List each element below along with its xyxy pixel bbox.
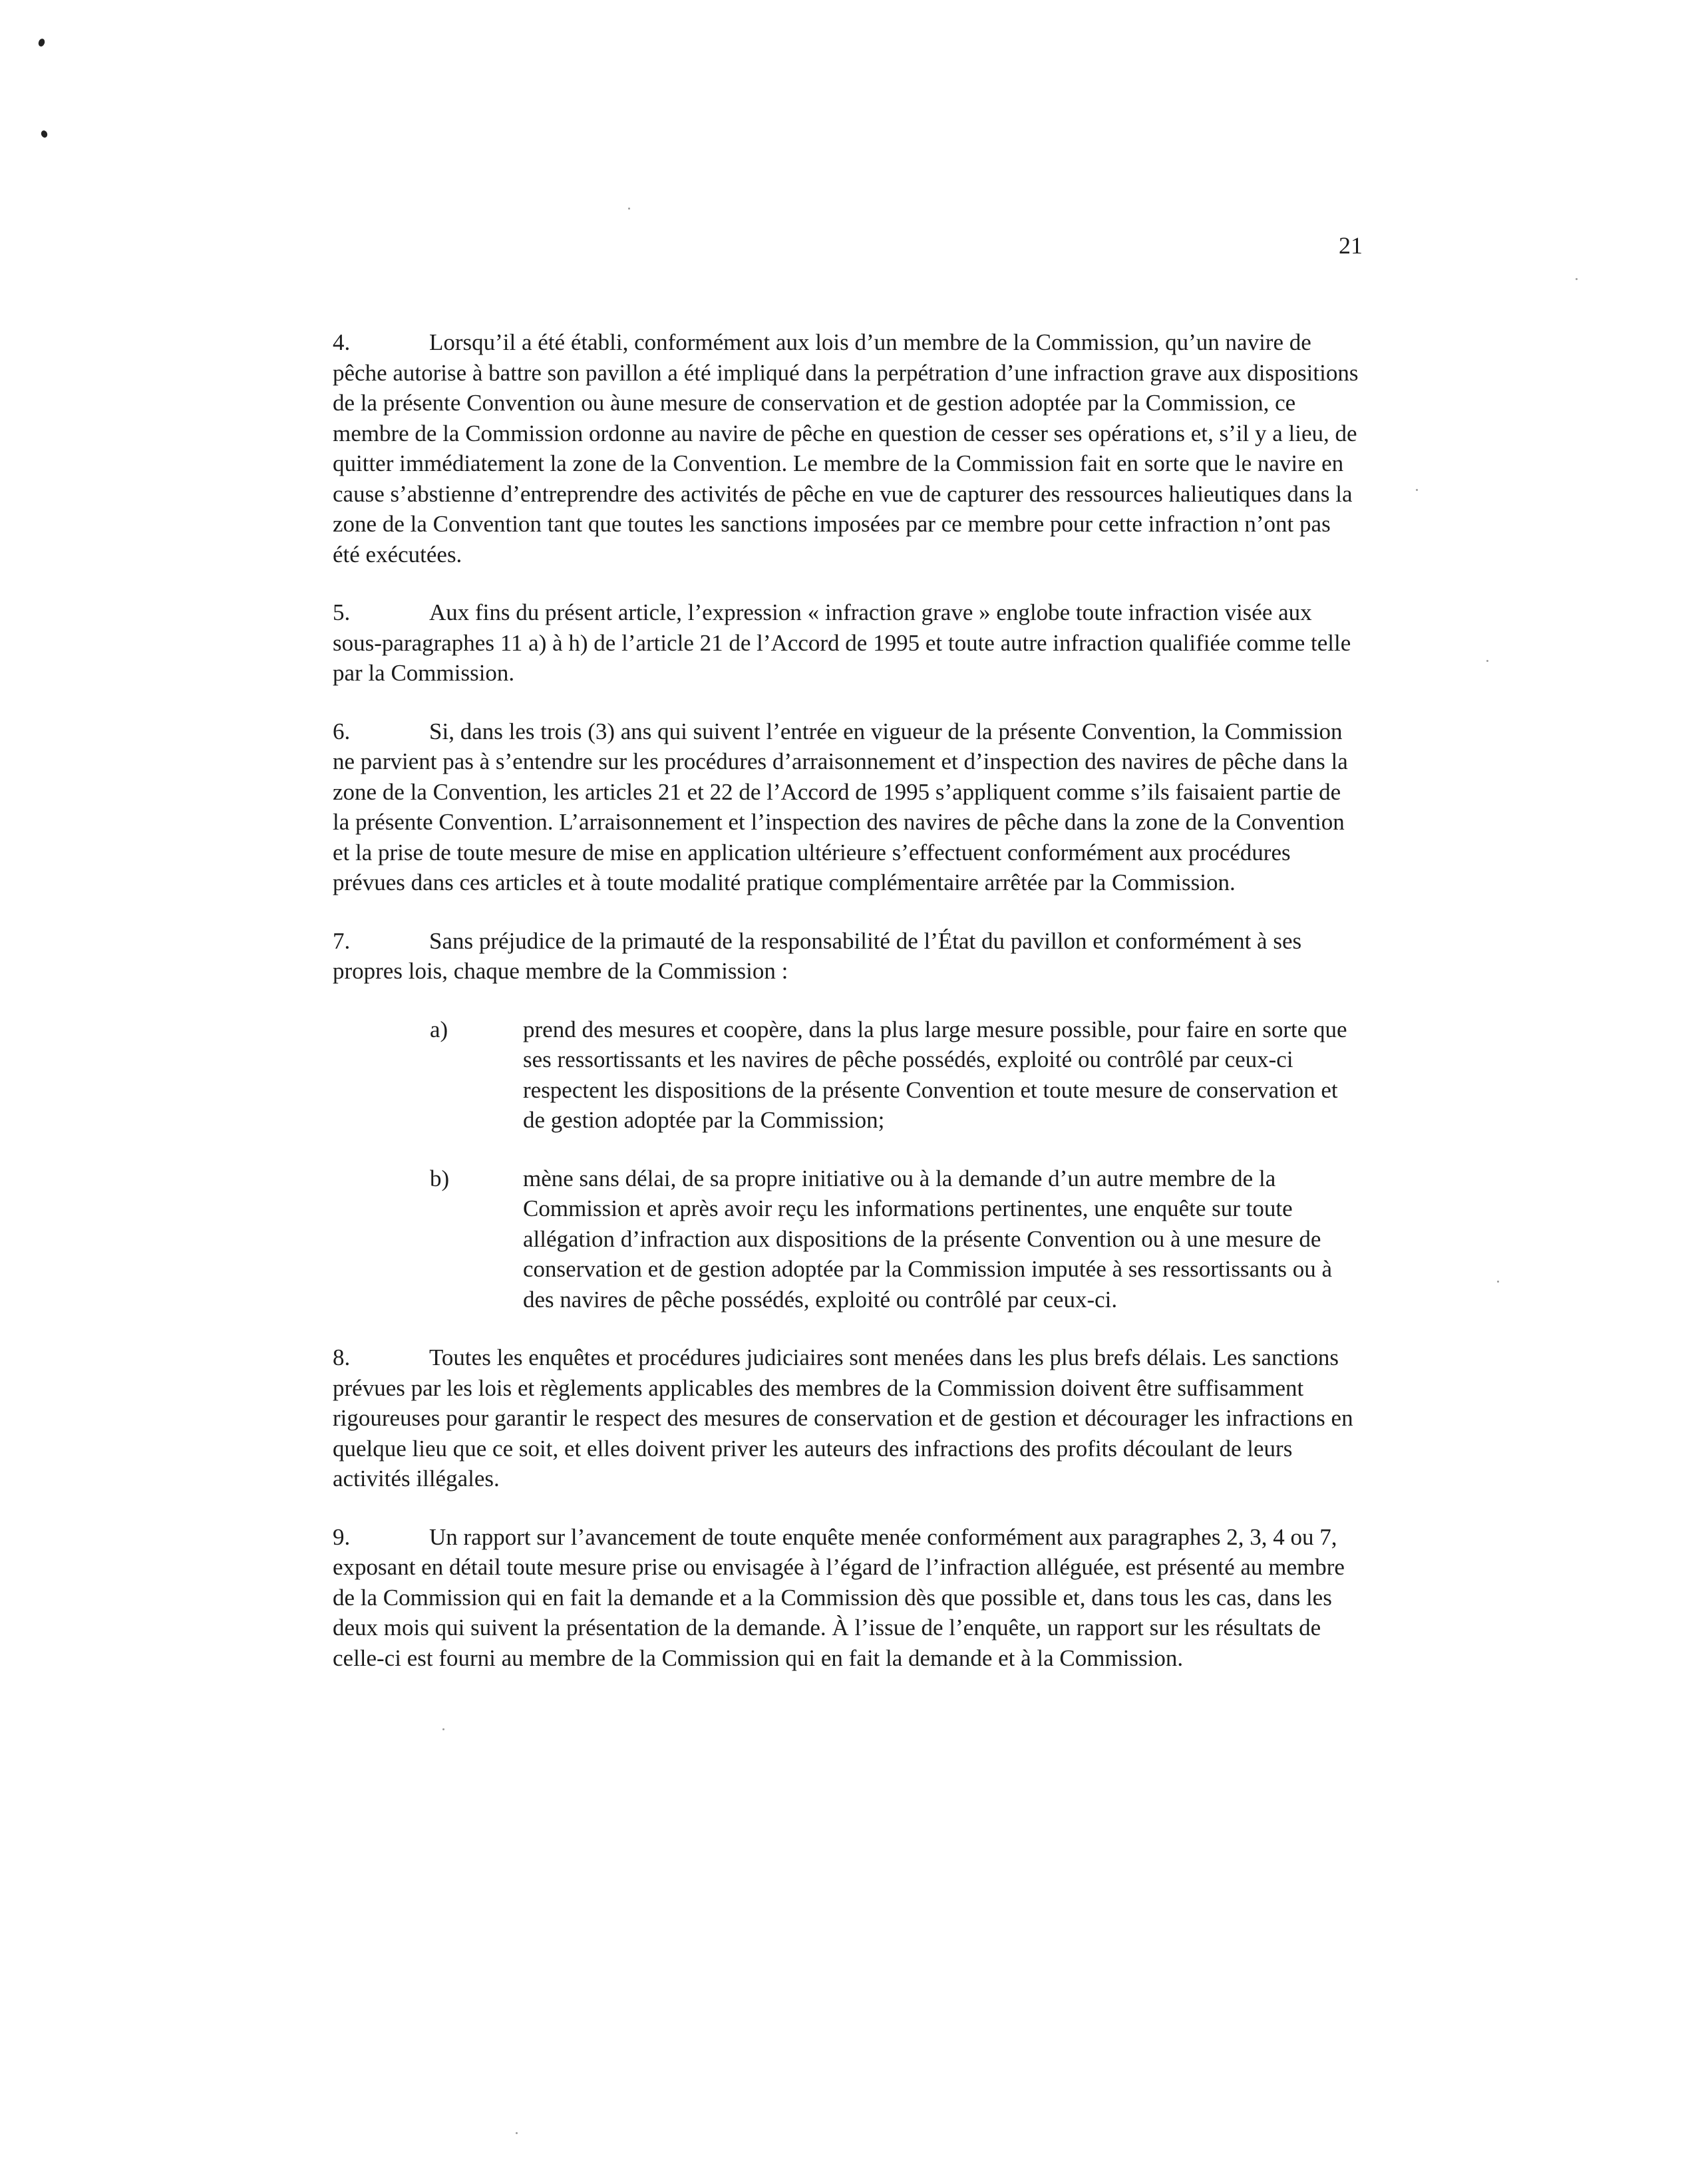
paragraph-text: Toutes les enquêtes et procédures judiciaires sont menées dans les plus brefs délais. Les sanctions prévues par les lois et règlements applicables des membres de la Commission doivent être suffisamment rigoureuses pour garantir le respect des mesures de conservation et de gestion et décourager les infractions en quelque lieu que ce soit, et elles doivent priver les auteurs des infractions des profits découlant de leurs activités illégales. (333, 1344, 1353, 1491)
subparagraph-text: mène sans délai, de sa propre initiative ou à la demande d’un autre membre de la Commission et après avoir reçu les informations pertinentes, une enquête sur toute allégation d’infraction aux dispositions de la présente Convention ou à une mesure de conservation et de gestion adoptée par la Commission imputée à ses ressortissants ou à des navires de pêche possédés, exploité ou contrôlé par ceux-ci. (523, 1165, 1332, 1313)
scan-mark (37, 38, 46, 47)
document-body (333, 327, 1361, 1701)
scan-speck (1497, 1281, 1499, 1283)
subparagraph-a (430, 1014, 1361, 1136)
paragraph-7 (333, 926, 1361, 987)
scan-speck (628, 208, 630, 210)
subparagraph-letter: a) (430, 1016, 448, 1042)
subparagraph-b (430, 1164, 1361, 1315)
paragraph-6 (333, 716, 1361, 898)
paragraph-text: Aux fins du présent article, l’expression « infraction grave » englobe toute infraction visée aux sous-paragraphes 11 a) à h) de l’article 21 de l’Accord de 1995 et toute autre infraction qualifiée comme telle par la Commission. (333, 599, 1351, 686)
scan-speck (1576, 278, 1578, 280)
page-number: 21 (1339, 232, 1363, 259)
paragraph-text: Si, dans les trois (3) ans qui suivent l’entrée en vigueur de la présente Convention, la Commission ne parvient pas à s’entendre sur les procédures d’arraisonnement et d’inspection des navires de pêche dans la zone de la Convention, les articles 21 et 22 de l’Accord de 1995 s’appliquent comme s’ils faisaient partie de la présente Convention. L’arraisonnement et l’inspection des navires de pêche dans la zone de la Convention et la prise de toute mesure de mise en application ultérieure s’effectuent conformément aux procédures prévues dans ces articles et à toute modalité pratique complémentaire arrêtée par la Commission. (333, 718, 1348, 895)
scan-speck (1486, 660, 1488, 662)
paragraph-9 (333, 1522, 1361, 1674)
paragraph-number: 9. (333, 1523, 351, 1550)
paragraph-number: 5. (333, 599, 351, 625)
subparagraph-letter: b) (430, 1165, 450, 1191)
scan-speck (516, 2132, 518, 2134)
scan-speck (1416, 489, 1418, 491)
paragraph-8 (333, 1342, 1361, 1494)
paragraph-4 (333, 327, 1361, 569)
paragraph-5 (333, 597, 1361, 689)
scan-speck (442, 1728, 444, 1730)
subparagraph-text: prend des mesures et coopère, dans la plus large mesure possible, pour faire en sorte que ses ressortissants et les navires de pêche possédés, exploité ou contrôlé par ceux-ci respectent les dispositions de la présente Convention et toute mesure de conservation et de gestion adoptée par la Commission; (523, 1016, 1347, 1133)
paragraph-text: Un rapport sur l’avancement de toute enquête menée conformément aux paragraphes 2, 3, 4 ou 7, exposant en détail toute mesure prise ou envisagée à l’égard de l’infraction alléguée, est présenté au membre de la Commission qui en fait la demande et a la Commission dès que possible et, dans tous les cas, dans les deux mois qui suivent la présentation de la demande. À l’issue de l’enquête, un rapport sur les résultats de celle-ci est fourni au membre de la Commission qui en fait la demande et à la Commission. (333, 1523, 1345, 1671)
paragraph-number: 4. (333, 329, 351, 355)
scan-mark (40, 130, 49, 139)
paragraph-text: Lorsqu’il a été établi, conformément aux lois d’un membre de la Commission, qu’un navire de pêche autorise à battre son pavillon a été impliqué dans la perpétration d’une infraction grave aux dispositions de la présente Convention ou àune mesure de conservation et de gestion adoptée par la Commission, ce membre de la Commission ordonne au navire de pêche en question de cesser ses opérations et, s’il y a lieu, de quitter immédiatement la zone de la Convention. Le membre de la Commission fait en sorte que le navire en cause s’abstienne d’entreprendre des activités de pêche en vue de capturer des ressources halieutiques dans la zone de la Convention tant que toutes les sanctions imposées par ce membre pour cette infraction n’ont pas été exécutées. (333, 329, 1359, 567)
paragraph-number: 6. (333, 718, 351, 744)
paragraph-number: 7. (333, 927, 351, 954)
paragraph-text: Sans préjudice de la primauté de la responsabilité de l’État du pavillon et conformément à ses propres lois, chaque membre de la Commission : (333, 927, 1302, 984)
paragraph-number: 8. (333, 1344, 351, 1370)
